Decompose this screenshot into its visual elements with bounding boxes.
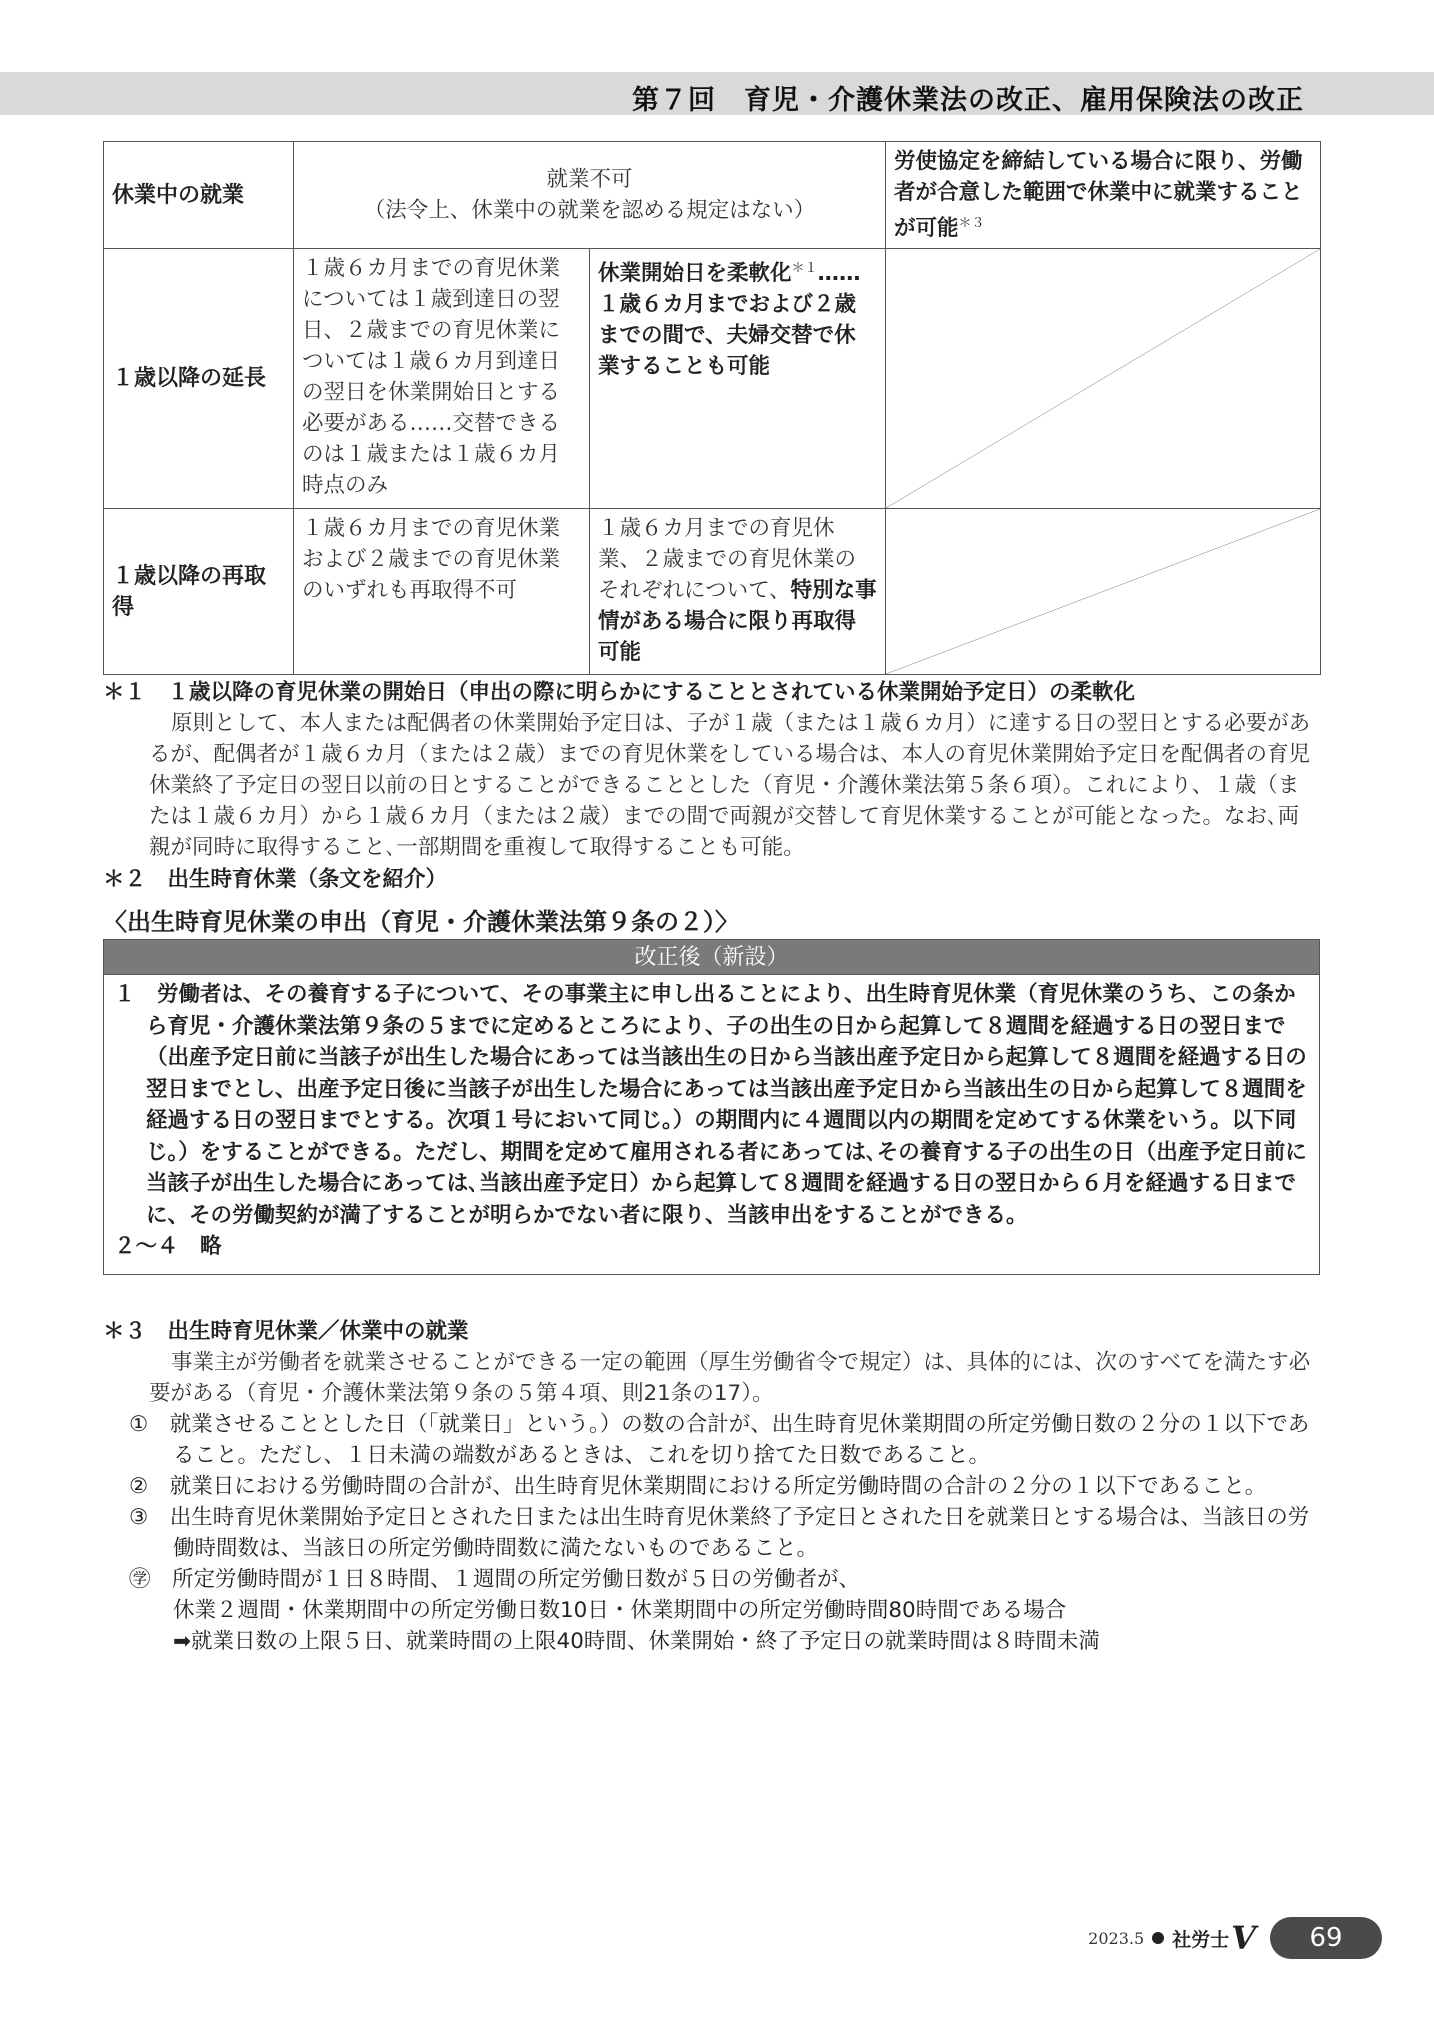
row-head-reacquire: １歳以降の再取得 bbox=[104, 509, 294, 675]
cell-work-not-allowed bbox=[294, 142, 886, 249]
article-box bbox=[103, 975, 1320, 1275]
example-line-1: ㊫ 所定労働時間が１日８時間、１週間の所定労働日数が５日の労働者が、 bbox=[129, 1567, 861, 1592]
condition-item-2: ② 就業日における労働時間の合計が、出生時育児休業期間における所定労働時間の合計の２分の１以下であること。 bbox=[129, 1474, 1267, 1499]
footnote-body: 原則として、本人または配偶者の休業開始予定日は、子が１歳（または１歳６カ月）に達する日の翌日とする必要があるが、配偶者が１歳６カ月（または２歳）までの育児休業をしている場合は、本人の育児休業開始予定日を配偶者の育児休業終了予定日の翌日以前の日とすることができることとした（育児・介護休業法第５条６項）。これにより、１歳（または１歳６カ月）から１歳６カ月（または２歳）までの間で両親が交替して育児休業することが可能となった。なお､両親が同時に取得すること､一部期間を重複して取得することも可能。 bbox=[149, 711, 1311, 860]
footnote-3 bbox=[103, 1316, 1320, 1657]
example-line-2: 休業２週間・休業期間中の所定労働日数10日・休業期間中の所定労働時間80時間である場合 bbox=[173, 1598, 1067, 1623]
footnote-2 bbox=[103, 864, 1320, 895]
condition-item-1: ① 就業させることとした日（「就業日」という。）の数の合計が、出生時育児休業期間の所定労働日数の２分の１以下であること。ただし、１日未満の端数があるときは、これを切り捨てた日数であること。 bbox=[129, 1412, 1310, 1468]
article-paragraph-1: １ 労働者は、その養育する子について、その事業主に申し出ることにより、出生時育児休業（育児休業のうち、この条から育児・介護休業法第９条の５までに定めるところにより、子の出生の日から起算して８週間を経過する日の翌日まで（出産予定日前に当該子が出生した場合にあっては当該出生の日から当該出産予定日から起算して８週間を経過する日の翌日までとし、出産予定日後に当該子が出生した場合にあっては当該出産予定日から当該出生の日から起算して８週間を経過する日の翌日までとする。次項１号において同じ。）の期間内に４週間以内の期間を定めてする休業をいう。以下同じ。）をすることができる。ただし、期間を定めて雇用される者にあっては､その養育する子の出生の日（出産予定日前に当該子が出生した場合にあっては､当該出産予定日）から起算して８週間を経過する日の翌日から６月を経過する日までに、その労働契約が満了することが明らかでない者に限り、当該申出をすることができる。 bbox=[114, 982, 1307, 1228]
bullet-dot-icon bbox=[1152, 1932, 1164, 1944]
comparison-table bbox=[103, 141, 1321, 675]
example-line-3: ➡就業日数の上限５日、就業時間の上限40時間、休業開始・終了予定日の就業時間は８時間未満 bbox=[173, 1629, 1100, 1654]
magazine-logo-v: V bbox=[1231, 1919, 1256, 1957]
note-ref: ＊３ bbox=[958, 216, 985, 231]
diagonal-line bbox=[886, 249, 1320, 508]
footnote-heading: ＊１ １歳以降の育児休業の開始日（申出の際に明らかにすることとされている休業開始予定日）の柔軟化 bbox=[103, 680, 1136, 705]
row-head-extension: １歳以降の延長 bbox=[104, 249, 294, 509]
article-box-band bbox=[103, 939, 1320, 975]
footnote-heading: ＊２ 出生時育休業（条文を紹介） bbox=[103, 867, 448, 892]
table-row bbox=[104, 509, 1321, 675]
cell-text: 労使協定を締結している場合に限り、労働者が合意した範囲で休業中に就業することが可能 bbox=[894, 149, 1303, 242]
cell-old-extension: １歳６カ月までの育児休業については１歳到達日の翌日、２歳までの育児休業については１歳６カ月到達日の翌日を休業開始日とする必要がある……交替できるのは１歳または１歳６カ月時点のみ bbox=[294, 249, 590, 509]
page-number: 69 bbox=[1270, 1917, 1382, 1959]
table-row bbox=[104, 249, 1321, 509]
footnote-1 bbox=[103, 677, 1320, 863]
table-row bbox=[104, 142, 1321, 249]
page-footer bbox=[1088, 1918, 1382, 1958]
article-paragraph-2: ２～４ 略 bbox=[114, 1234, 222, 1259]
page-header-title: 第７回 育児・介護休業法の改正、雇用保険法の改正 bbox=[632, 85, 1304, 116]
page-header-band bbox=[0, 72, 1434, 115]
footnote-body: 事業主が労働者を就業させることができる一定の範囲（厚生労働省令で規定）は、具体的には、次のすべてを満たす必要がある（育児・介護休業法第９条の５第４項、則21条の17）。 bbox=[149, 1350, 1311, 1406]
cell-new-extension bbox=[590, 249, 886, 509]
cell-line: 就業不可 bbox=[546, 167, 633, 193]
cell-text: ……１歳６カ月までおよび２歳までの間で、夫婦交替で休業することも可能 bbox=[598, 261, 861, 380]
cell-work-allowed bbox=[886, 142, 1321, 249]
footnote-heading: ＊３ 出生時育児休業／休業中の就業 bbox=[103, 1319, 469, 1344]
magazine-logo: 社労士 bbox=[1172, 1928, 1230, 1951]
cell-diagonal-empty bbox=[886, 249, 1321, 509]
article-box-title: 〈出生時育児休業の申出（育児・介護休業法第９条の２）〉 bbox=[103, 908, 739, 936]
issue-date: 2023.5 bbox=[1088, 1928, 1145, 1948]
cell-diagonal-empty bbox=[886, 509, 1321, 675]
band-label: 改正後 bbox=[634, 945, 701, 970]
note-ref: ＊１ bbox=[791, 261, 818, 277]
cell-new-reacquire bbox=[590, 509, 886, 675]
cell-line: （法令上、休業中の就業を認める規定はない） bbox=[363, 198, 816, 224]
cell-old-reacquire: １歳６カ月までの育児休業および２歳までの育児休業のいずれも再取得不可 bbox=[294, 509, 590, 675]
row-head-work-during-leave: 休業中の就業 bbox=[104, 142, 294, 249]
cell-text: １歳６カ月までの育児休業、２歳までの育児休業のそれぞれについて、 bbox=[598, 516, 857, 604]
cell-text: 休業開始日を柔軟化 bbox=[598, 261, 792, 287]
diagonal-line bbox=[886, 509, 1320, 674]
band-sublabel: （新設） bbox=[700, 945, 789, 970]
condition-item-3: ③ 出生時育児休業開始予定日とされた日または出生時育児休業終了予定日とされた日を就業日とする場合は、当該日の労働時間数は、当該日の所定労働時間数に満たないものであること。 bbox=[129, 1505, 1310, 1561]
cell-text: 特別な事情がある場合に限り再取得可能 bbox=[598, 578, 877, 666]
